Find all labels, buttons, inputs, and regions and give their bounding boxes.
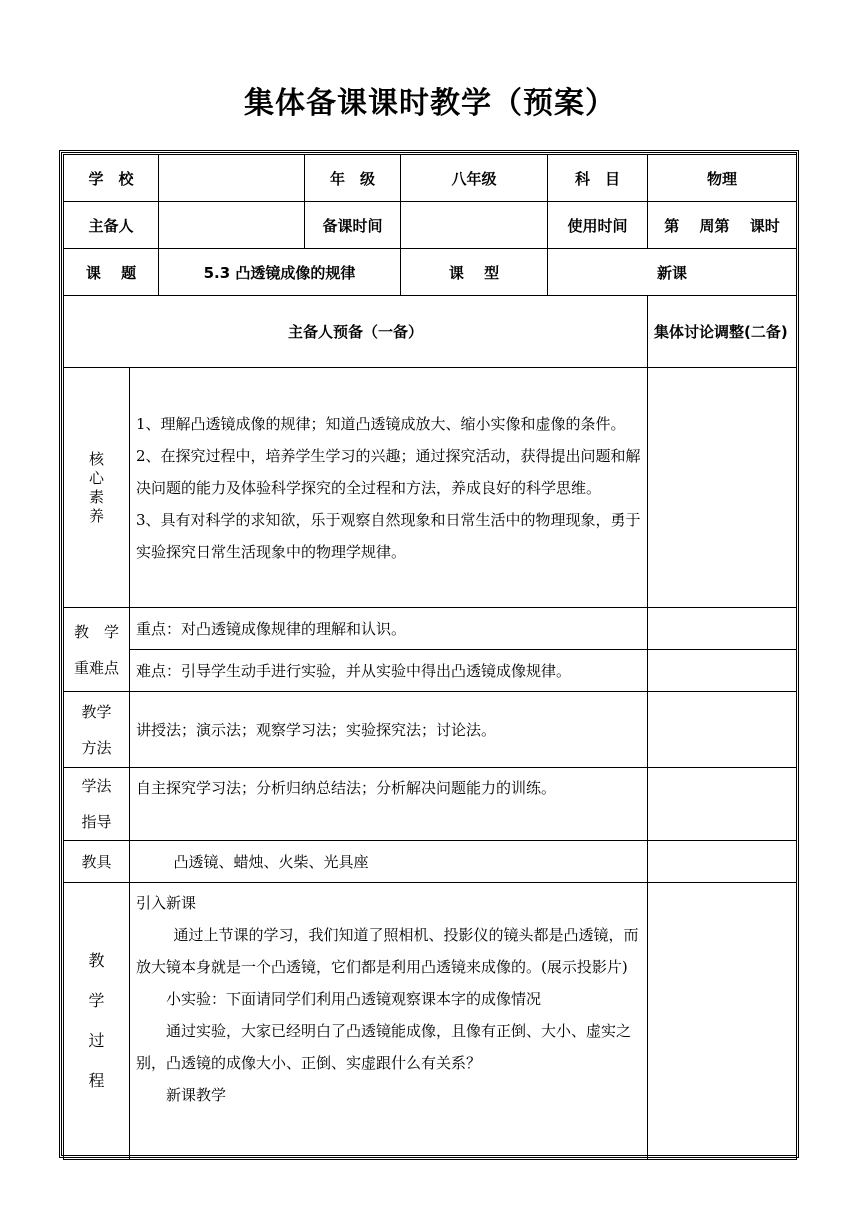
discussion-cell [648,841,797,883]
process-label-char: 过 [88,1031,105,1050]
grade-label: 年 级 [305,155,401,202]
process-paragraph: 通过上节课的学习，我们知道了照相机、投影仪的镜头都是凸透镜，而放大镜本身就是一个凸透镜，它们都是利用凸透镜来成像的。(展示投影片) [136,926,639,976]
discussion-cell [648,368,797,608]
core-literacy-item: 1、理解凸透镜成像的规律；知道凸透镜成放大、缩小实像和虚像的条件。 [136,414,626,433]
grade-value: 八年级 [401,155,548,202]
key-points-label [64,608,130,692]
discussion-cell [648,768,797,841]
process-paragraph: 小实验：下面请同学们利用凸透镜观察课本字的成像情况 [166,990,542,1008]
process-label [64,883,130,1160]
discussion-cell [648,883,797,1160]
core-literacy-item: 2、在探究过程中，培养学生学习的兴趣；通过探究活动，获得提出问题和解决问题的能力及体验科学探究的全过程和方法，养成良好的科学思维。 [136,446,641,497]
table-row [64,202,797,249]
table-row [64,692,797,768]
process-paragraph: 新课教学 [166,1086,227,1104]
discussion-cell [648,692,797,768]
teaching-methods-label [64,692,130,768]
process-paragraph: 通过实验，大家已经明白了凸透镜能成像，且像有正倒、大小、虚实之别，凸透镜的成像大小、正倒、实虚跟什么有关系？ [136,1022,632,1072]
discussion-cell [648,650,797,692]
use-time-label: 使用时间 [548,202,648,249]
preparer-value [159,202,305,249]
process-label-char: 程 [88,1071,105,1090]
process-label-char: 学 [88,991,105,1010]
school-value [159,155,305,202]
table-row [64,296,797,368]
difficult-point: 难点：引导学生动手进行实验，并从实验中得出凸透镜成像规律。 [130,650,648,692]
table-row [64,883,797,1160]
school-label: 学 校 [64,155,159,202]
lesson-plan-table [63,154,797,1160]
teaching-methods-value: 讲授法；演示法；观察学习法；实验探究法；讨论法。 [130,692,648,768]
use-time-value: 第 周第 课时 [648,202,797,249]
core-literacy-content [130,368,648,608]
discussion-cell [648,608,797,650]
process-label-char: 教 [88,951,105,970]
subject-value: 物理 [648,155,797,202]
teaching-methods-label-line: 教学 [81,702,112,721]
table-row [64,368,797,608]
prep-time-value [401,202,548,249]
core-literacy-item: 3、具有对科学的求知欲，乐于观察自然现象和日常生活中的物理现象，勇于实验探究日常生活现象中的物理学规律。 [136,510,641,561]
study-guidance-label-line: 学法 [81,777,112,795]
subject-label: 科 目 [548,155,648,202]
preparer-label: 主备人 [64,202,159,249]
discussion-heading: 集体讨论调整(二备) [648,296,797,368]
study-guidance-label-line: 指导 [81,813,112,831]
teaching-aids-value: 凸透镜、蜡烛、火柴、光具座 [130,841,648,883]
core-literacy-label-text: 核心素养 [88,449,104,525]
study-guidance-value: 自主探究学习法；分析归纳总结法；分析解决问题能力的训练。 [130,768,648,841]
table-row [64,608,797,650]
type-label: 课 型 [401,249,548,296]
topic-label: 课 题 [64,249,159,296]
key-points-label-line: 重难点 [73,658,119,677]
page-title: 集体备课课时教学（预案） [244,86,616,121]
process-content [130,883,648,1160]
main-prep-heading: 主备人预备（一备） [64,296,648,368]
teaching-aids-label: 教具 [64,841,130,883]
prep-time-label: 备课时间 [305,202,401,249]
key-point: 重点：对凸透镜成像规律的理解和认识。 [130,608,648,650]
table-row [64,768,797,841]
key-points-label-line: 教 学 [73,622,119,641]
topic-value: 5.3 凸透镜成像的规律 [159,249,401,296]
table-row [64,650,797,692]
table-row [64,249,797,296]
study-guidance-label [64,768,130,841]
type-value: 新课 [548,249,797,296]
process-intro: 引入新课 [136,894,197,912]
core-literacy-label [64,368,130,608]
teaching-methods-label-line: 方法 [81,738,112,757]
table-row [64,155,797,202]
table-row [64,841,797,883]
